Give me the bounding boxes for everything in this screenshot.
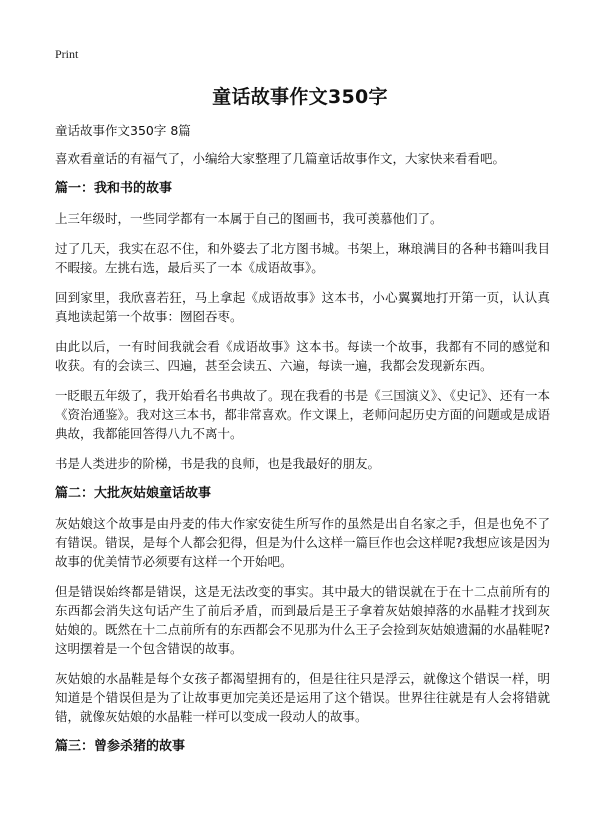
section-paragraph: 上三年级时，一些同学都有一本属于自己的图画书，我可羡慕他们了。 bbox=[55, 211, 443, 226]
document-body bbox=[55, 149, 550, 767]
document-title: 童话故事作文350字 bbox=[212, 86, 388, 108]
section-heading: 篇一：我和书的故事 bbox=[55, 181, 173, 196]
section-paragraph: 由此以后，一有时间我就会看《成语故事》这本书。每读一个故事，我都有不同的感觉和收获。有的会读三、四遍，甚至会读五、六遍，每读一遍，我都会发现新东西。 bbox=[55, 339, 550, 373]
section-paragraph: 灰姑娘这个故事是由丹麦的伟大作家安徒生所写作的虽然是出自名家之手，但是也免不了有错误。错误，是每个人都会犯得，但是为什么这样一篇巨作也会这样呢?我想应该是因为故事的优美情节必须要有这样一个开始吧。 bbox=[55, 516, 550, 569]
intro-paragraph: 喜欢看童话的有福气了，小编给大家整理了几篇童话故事作文，大家快来看看吧。 bbox=[55, 151, 506, 166]
section-heading: 篇三：曾参杀猪的故事 bbox=[55, 739, 186, 754]
section-paragraph: 回到家里，我欣喜若狂，马上拿起《成语故事》这本书，小心翼翼地打开第一页，认认真真地读起第一个故事：囫囵吞枣。 bbox=[55, 290, 550, 324]
section-paragraph: 过了几天，我实在忍不住，和外婆去了北方图书城。书架上，琳琅满目的各种书籍叫我目不暇接。左挑右选，最后买了一本《成语故事》。 bbox=[55, 241, 550, 275]
section-paragraph: 但是错误始终都是错误，这是无法改变的事实。其中最大的错误就在于在十二点前所有的东西都会消失这句话产生了前后矛盾，而到最后是王子拿着灰姑娘掉落的水晶鞋才找到灰姑娘的。既然在十二点前所有的东西都会不见那为什么王子会捡到灰姑娘遗漏的水晶鞋呢?这明摆着是一个包含错误的故事。 bbox=[55, 584, 550, 656]
print-link[interactable]: Print bbox=[55, 47, 79, 61]
section-paragraph: 一眨眼五年级了，我开始看名书典故了。现在我看的书是《三国演义》、《史记》、还有一本《资治通鉴》。我对这三本书，都非常喜欢。作文课上，老师问起历史方面的问题或是成语典故，我都能回答得八九不离十。 bbox=[55, 388, 550, 441]
section-paragraph: 书是人类进步的阶梯，书是我的良师，也是我最好的朋友。 bbox=[55, 456, 381, 471]
section-heading: 篇二：大批灰姑娘童话故事 bbox=[55, 486, 212, 501]
section-paragraph: 灰姑娘的水晶鞋是每个女孩子都渴望拥有的，但是往往只是浮云，就像这个错误一样，明知道是个错误但是为了让故事更加完美还是运用了这个错误。世界往往就是有人会将错就错，就像灰姑娘的水晶鞋一样可以变成一段动人的故事。 bbox=[55, 671, 550, 724]
document-subtitle: 童话故事作文350字 8篇 bbox=[55, 123, 191, 138]
